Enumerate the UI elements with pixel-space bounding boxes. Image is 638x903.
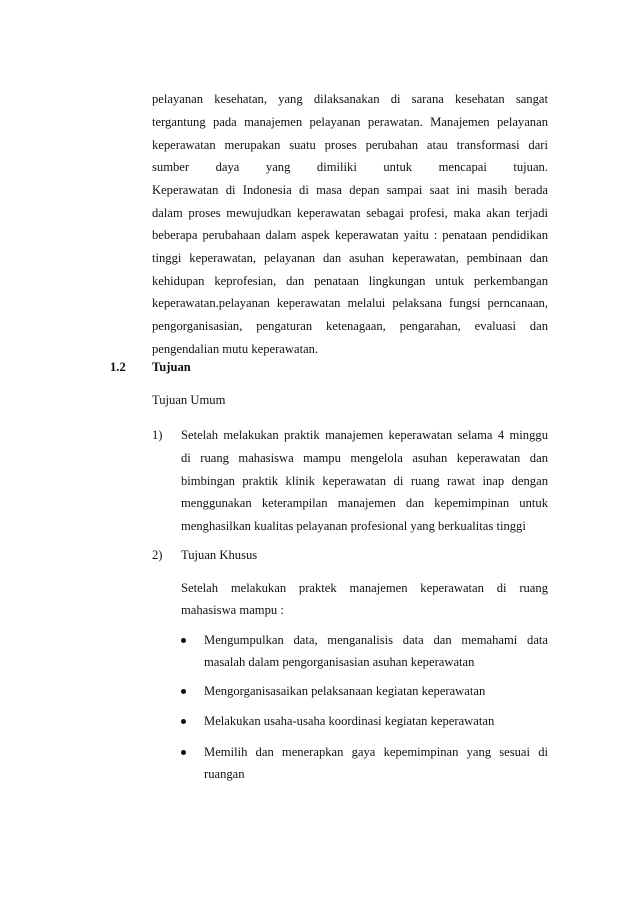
intro-line: pelayanan kesehatan, yang dilaksanakan di sarana kesehatan sangat bbox=[152, 92, 548, 106]
intro-line: keperawatan.pelayanan keperawatan melalui pelaksana fungsi perncanaan, bbox=[152, 296, 548, 310]
item-line: bimbingan praktik klinik keperawatan di ruang rawat inap dengan bbox=[181, 474, 548, 488]
bullet-icon bbox=[181, 638, 186, 643]
bullet-line: Mengumpulkan data, menganalisis data dan memahami data bbox=[204, 633, 548, 647]
item-title: Tujuan Khusus bbox=[181, 548, 258, 562]
item-number: 1) bbox=[152, 428, 163, 442]
item-line: Setelah melakukan praktik manajemen keperawatan selama 4 minggu bbox=[181, 428, 548, 442]
intro-line: tergantung pada manajemen pelayanan perawatan. Manajemen pelayanan bbox=[152, 115, 548, 129]
bullet-icon bbox=[181, 719, 186, 724]
bullet-line: Melakukan usaha-usaha koordinasi kegiatan keperawatan bbox=[204, 714, 495, 728]
intro-line: dalam proses mewujudkan keperawatan sebagai profesi, maka akan terjadi bbox=[152, 206, 548, 220]
bullet-line: ruangan bbox=[204, 767, 245, 781]
bullet-icon bbox=[181, 689, 186, 694]
item-line: di ruang mahasiswa mampu mengelola asuhan keperawatan dan bbox=[181, 451, 548, 465]
intro-line: tinggi keperawatan, pelayanan dan asuhan keperawatan, pembinaan dan bbox=[152, 251, 548, 265]
item-line: menggunakan keterampilan manajemen dan kepemimpinan untuk bbox=[181, 496, 548, 510]
intro-line: pengendalian mutu keperawatan. bbox=[152, 342, 319, 356]
subsection-title: Tujuan Umum bbox=[152, 393, 226, 407]
item-number: 2) bbox=[152, 548, 163, 562]
intro-line: sumber daya yang dimiliki untuk mencapai tujuan. bbox=[152, 160, 548, 174]
section-number: 1.2 bbox=[110, 360, 126, 374]
bullet-line: Memilih dan menerapkan gaya kepemimpinan yang sesuai di bbox=[204, 745, 548, 759]
intro-line: keperawatan merupakan suatu proses perubahan atau transformasi dari bbox=[152, 138, 548, 152]
item-line: menghasilkan kualitas pelayanan profesional yang berkualitas tinggi bbox=[181, 519, 526, 533]
section-heading bbox=[110, 360, 191, 375]
intro-line: kehidupan keprofesian, dan penataan lingkungan untuk perkembangan bbox=[152, 274, 548, 288]
item-line: mahasiswa mampu : bbox=[181, 603, 284, 617]
intro-line: Keperawatan di Indonesia di masa depan sampai saat ini masih berada bbox=[152, 183, 548, 197]
bullet-icon bbox=[181, 750, 186, 755]
item-line: Setelah melakukan praktek manajemen keperawatan di ruang bbox=[181, 581, 548, 595]
section-title: Tujuan bbox=[152, 360, 191, 374]
bullet-line: masalah dalam pengorganisasian asuhan keperawatan bbox=[204, 655, 475, 669]
bullet-line: Mengorganisasaikan pelaksanaan kegiatan keperawatan bbox=[204, 684, 486, 698]
intro-line: pengorganisasian, pengaturan ketenagaan, pengarahan, evaluasi dan bbox=[152, 319, 548, 333]
intro-line: beberapa perubahaan dalam aspek keperawatan yaitu : penataan pendidikan bbox=[152, 228, 548, 242]
